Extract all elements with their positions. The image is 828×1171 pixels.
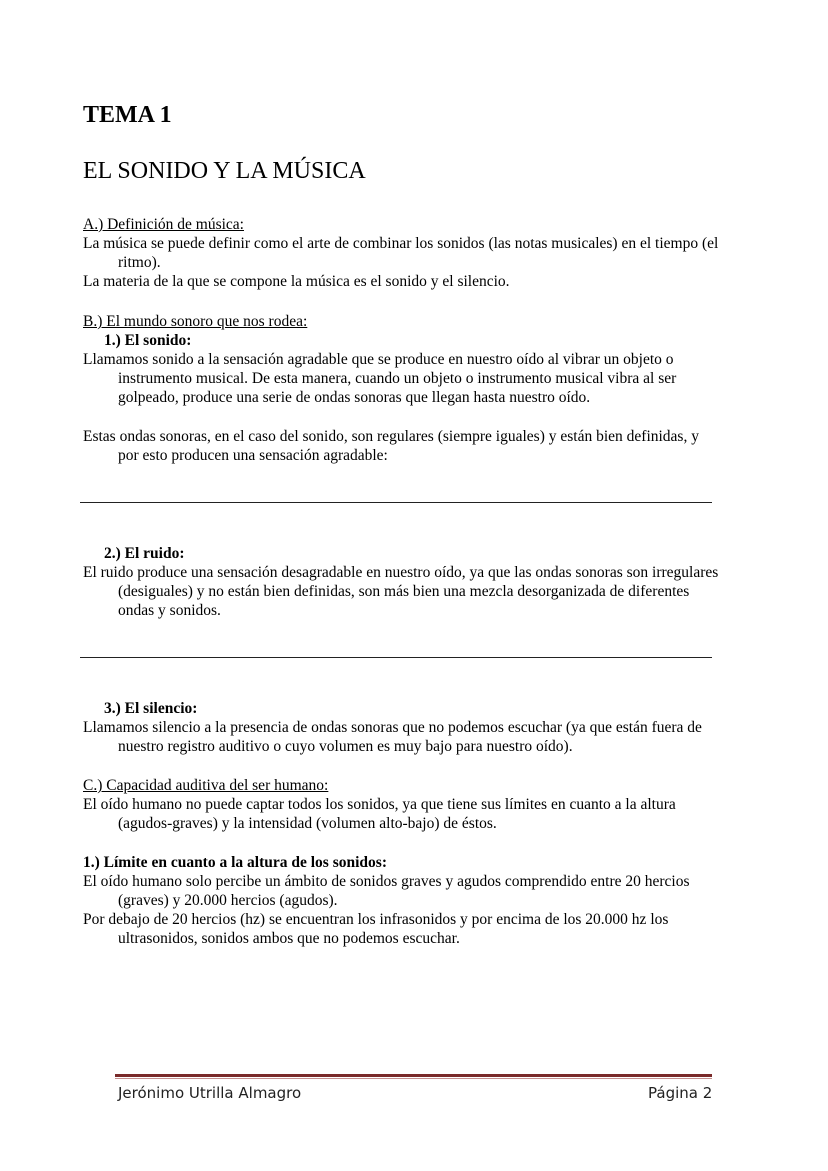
footer-page-number: Página 2 [648, 1084, 713, 1102]
sonido-heading: 1.) El sonido: [104, 332, 192, 349]
section-a-paragraph-1: La música se puede definir como el arte de combinar los sonidos (las notas musicales) en el tiempo (el ritmo). [83, 235, 719, 271]
limite-paragraph-1: El oído humano solo percibe un ámbito de sonidos graves y agudos comprendido entre 20 hercios (graves) y 20.000 hercios (agudos). [83, 873, 690, 909]
section-c [83, 776, 723, 833]
limite-paragraph-2: Por debajo de 20 hercios (hz) se encuentran los infrasonidos y por encima de los 20.000 hz los ultrasonidos, sonidos ambos que no podemos escuchar. [83, 911, 669, 947]
sound-wave-answer-line [80, 502, 712, 503]
section-a-heading: A.) Definición de música: [83, 216, 244, 233]
footer-author: Jerónimo Utrilla Almagro [118, 1084, 302, 1102]
section-b-heading: B.) El mundo sonoro que nos rodea: [83, 313, 308, 330]
section-b [83, 312, 723, 407]
section-c-heading: C.) Capacidad auditiva del ser humano: [83, 777, 329, 794]
footer-rule-thin [115, 1078, 712, 1079]
noise-wave-answer-line [80, 657, 712, 658]
silencio-heading: 3.) El silencio: [104, 700, 198, 717]
section-a-paragraph-2: La materia de la que se compone la música es el sonido y el silencio. [83, 273, 510, 290]
section-a [83, 215, 723, 291]
silencio-paragraph-1: Llamamos silencio a la presencia de ondas sonoras que no podemos escuchar (ya que están fuera de nuestro registro auditivo o cuyo volumen es muy bajo para nuestro oído). [83, 719, 702, 755]
ruido-block [83, 544, 723, 620]
sonido-paragraph-1: Llamamos sonido a la sensación agradable que se produce en nuestro oído al vibrar un objeto o instrumento musical. De esta manera, cuando un objeto o instrumento musical vibra al ser golpeado, produce una serie de ondas sonoras que llegan hasta nuestro oído. [83, 351, 677, 406]
limite-block [83, 853, 723, 948]
section-c-paragraph-1: El oído humano no puede captar todos los sonidos, ya que tiene sus límites en cuanto a la altura (agudos-graves) y la intensidad (volumen alto-bajo) de éstos. [83, 796, 676, 832]
document-subtitle: EL SONIDO Y LA MÚSICA [83, 158, 366, 184]
ruido-paragraph-1: El ruido produce una sensación desagradable en nuestro oído, ya que las ondas sonoras son irregulares (desiguales) y no están bien definidas, son más bien una mezcla desorganizada de diferentes ondas y sonidos. [83, 564, 719, 619]
ruido-heading: 2.) El ruido: [104, 545, 185, 562]
limite-heading: 1.) Límite en cuanto a la altura de los sonidos: [83, 854, 387, 871]
sonido-paragraph-2: Estas ondas sonoras, en el caso del sonido, son regulares (siempre iguales) y están bien definidas, y por esto producen una sensación agradable: [83, 428, 699, 464]
document-title: TEMA 1 [83, 102, 172, 128]
footer-rule [115, 1074, 712, 1077]
sonido-block-2 [83, 427, 723, 465]
silencio-block [83, 699, 723, 756]
